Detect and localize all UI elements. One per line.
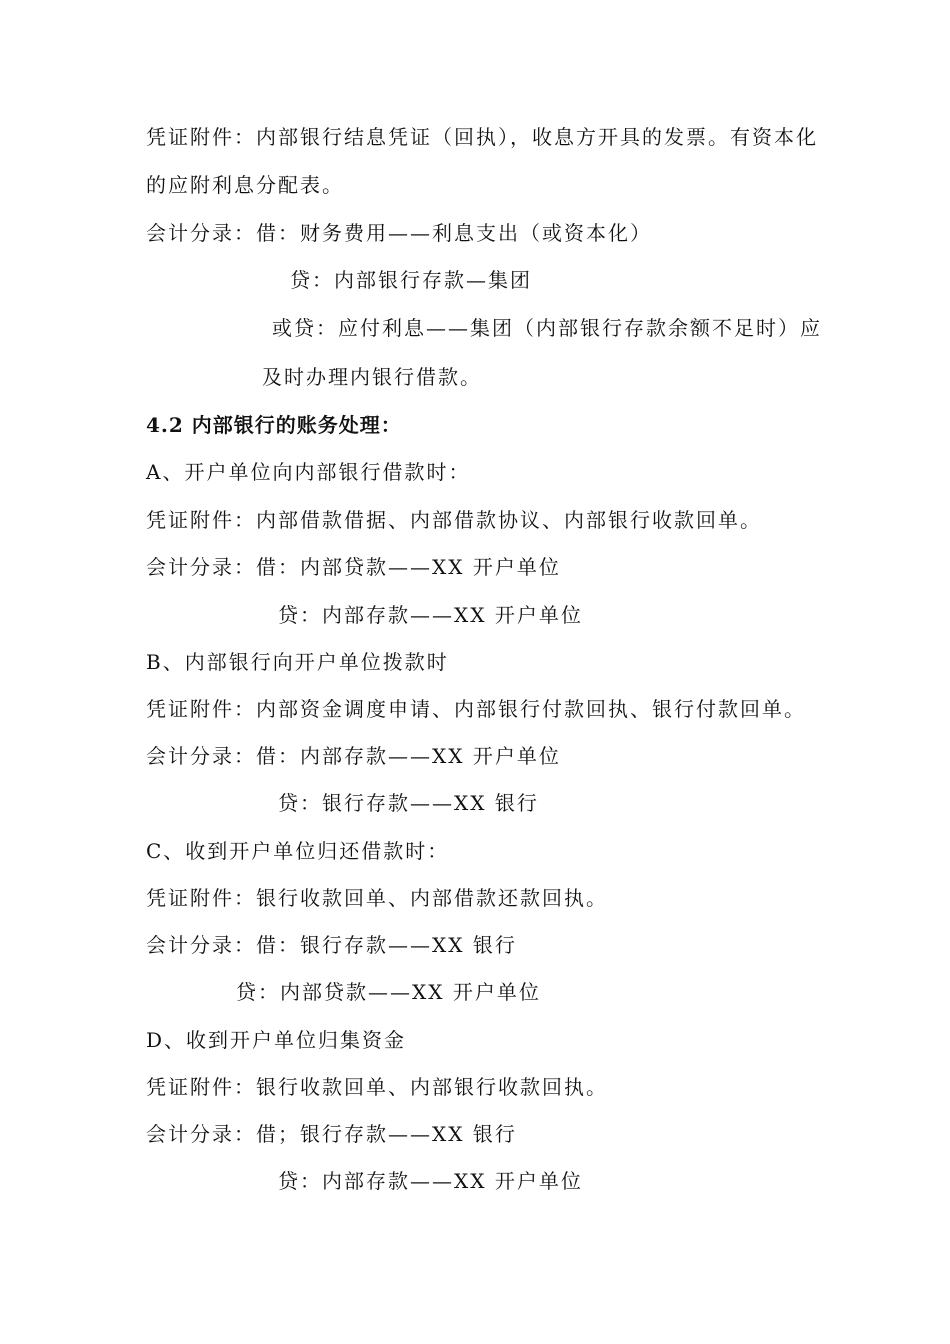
text-line-b-debit: 会计分录：借：内部存款——XX 开户单位 xyxy=(146,744,561,768)
text-line-entry-credit-alt-cont: 及时办理内银行借款。 xyxy=(262,365,482,389)
text-line-a-credit: 贷：内部存款——XX 开户单位 xyxy=(278,603,583,627)
text-line-item-c: C、收到开户单位归还借款时： xyxy=(146,839,450,863)
text-line-voucher-attachment-1: 凭证附件：内部银行结息凭证（回执），收息方开具的发票。有资本化 xyxy=(146,125,818,149)
text-line-c-debit: 会计分录：借：银行存款——XX 银行 xyxy=(146,933,517,957)
text-line-c-voucher: 凭证附件：银行收款回单、内部借款还款回执。 xyxy=(146,886,608,910)
text-line-item-d: D、收到开户单位归集资金 xyxy=(146,1028,407,1052)
text-line-d-credit: 贷：内部存款——XX 开户单位 xyxy=(278,1169,583,1193)
text-line-d-debit: 会计分录：借；银行存款——XX 银行 xyxy=(146,1122,517,1146)
text-line-voucher-attachment-1-cont: 的应附利息分配表。 xyxy=(146,173,344,197)
text-line-entry-credit-alt: 或贷：应付利息——集团（内部银行存款余额不足时）应 xyxy=(272,316,822,340)
text-line-a-voucher: 凭证附件：内部借款借据、内部借款协议、内部银行收款回单。 xyxy=(146,508,762,532)
text-line-entry-credit-1: 贷：内部银行存款—集团 xyxy=(290,268,532,292)
text-line-a-debit: 会计分录：借：内部贷款——XX 开户单位 xyxy=(146,555,561,579)
text-line-b-credit: 贷：银行存款——XX 银行 xyxy=(278,791,539,815)
text-line-b-voucher: 凭证附件：内部资金调度申请、内部银行付款回执、银行付款回单。 xyxy=(146,697,806,721)
text-line-item-a: A、开户单位向内部银行借款时： xyxy=(146,460,471,484)
text-line-item-b: B、内部银行向开户单位拨款时 xyxy=(146,650,449,674)
text-line-entry-debit-1: 会计分录：借：财务费用——利息支出（或资本化） xyxy=(146,221,652,245)
section-heading: 4.2 内部银行的账务处理： xyxy=(146,413,402,437)
text-line-c-credit: 贷：内部贷款——XX 开户单位 xyxy=(236,980,541,1004)
text-line-d-voucher: 凭证附件：银行收款回单、内部银行收款回执。 xyxy=(146,1075,608,1099)
